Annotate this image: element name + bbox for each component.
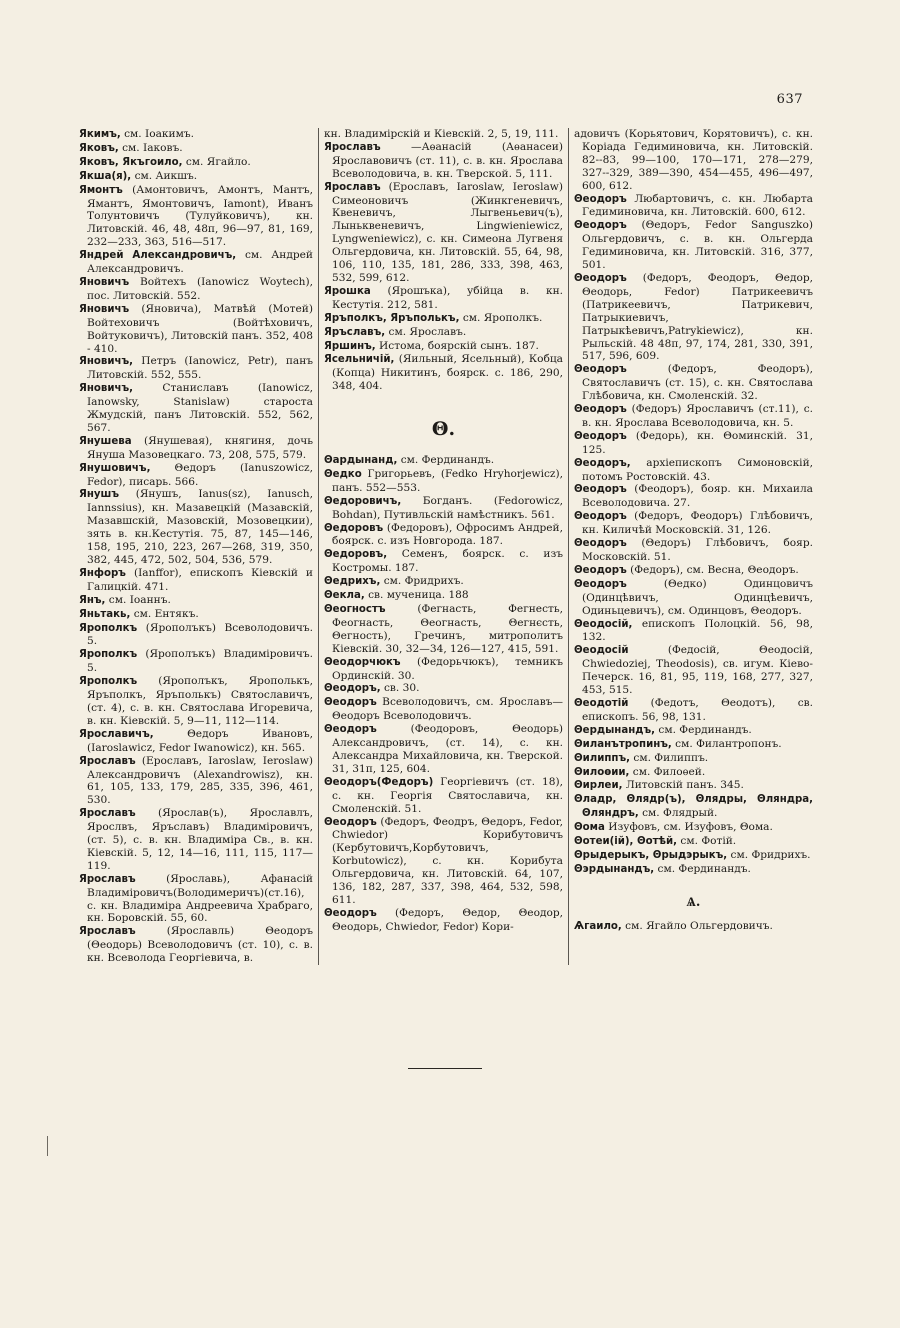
entry-headword: Ярошка [324, 285, 371, 297]
entry-headword: Θеодоръ [574, 430, 627, 442]
index-entry [574, 835, 813, 849]
entry-headword: Θеогностъ [324, 604, 386, 615]
index-entry [324, 522, 563, 549]
entry-text: архіепископъ Симоновскій, потомъ Ростовскій. 43. [582, 456, 814, 483]
page-number: 637 [776, 92, 803, 107]
entry-headword: Ярополкъ [79, 622, 138, 634]
entry-headword: Θеодотій [574, 697, 629, 709]
index-entry [324, 340, 563, 354]
entry-text: (Ярошъка), убійца в. кн. Кестутія. 212, 581. [332, 284, 563, 311]
entry-headword: Θеодоръ [574, 364, 627, 376]
entry-headword: Ярославъ [79, 808, 136, 820]
entry-headword: Θердынандъ, [574, 724, 656, 736]
entry-headword: Θома [574, 822, 605, 834]
entry-headword: Θэрдынандъ, [574, 863, 655, 875]
entry-text: см. Фердинандъ. [658, 723, 752, 736]
index-entry [574, 920, 813, 934]
entry-headword: Якимъ, [79, 129, 121, 140]
entry-headword: Θедко [324, 468, 362, 480]
entry-text: см. Андрей Александровичъ. [87, 249, 313, 276]
entry-headword: Яковъ, Якъгоило, [79, 156, 183, 168]
index-entry [574, 779, 813, 793]
entry-text: Войтехъ (Ianowicz Woytech), пос. Литовскій. 552. [87, 275, 313, 302]
entry-text: (Яновича), Матвѣй (Мотей) Войтеховичъ (Войтѣховичъ, Войтуковичъ), Литовскій панъ. 352, 408 - 410. [87, 302, 313, 355]
index-entry [79, 128, 313, 142]
index-entry [574, 752, 813, 766]
entry-headword: Θилоѳии, [574, 766, 630, 778]
index-entry [79, 435, 313, 462]
index-entry [574, 510, 813, 537]
entry-headword: Θеодорчюкъ [324, 656, 401, 668]
entry-text: Станиславъ (Ianowicz, Ianowsky, Stanislaw) староста Жмудскій, панъ Литовскій. 552, 562, 567. [87, 382, 313, 434]
entry-headword: Θедоровичъ, [324, 495, 402, 507]
index-entry [574, 219, 813, 272]
entry-text: см. Ягайло. [185, 155, 251, 168]
entry-text: Семенъ, боярск. с. изъ Костромы. 187. [332, 548, 563, 575]
index-entry [324, 468, 563, 495]
index-entry [324, 353, 563, 393]
entry-text: (Ярославь), Афанасій Владиміровичъ(Володимеричъ)(ст.16), с. кн. Владиміра Андреевича Храбраго, кн. Боровскій. 55, 60. [87, 872, 313, 925]
index-entry [574, 403, 813, 430]
entry-headword: Θиланътропинъ, [574, 738, 672, 750]
entry-text: (Янушъ, Ianus(sz), Ianusch, Iannssius), кн. Мазавецкій (Мазавскій, Мазавшскій, Мазовскій, Мозовецкии), зять в. кн.Кестутія. 75, 87, 145—146, 158, 195, 210, 223, 267—268, 319, 350, 382, 445, 472, 502, 504, 536, 579. [87, 488, 313, 566]
entry-headword: Ѧгаило, [574, 920, 622, 932]
entry-headword: Яковъ, [79, 142, 119, 154]
entry-text: Истома, боярскій сынъ. 187. [379, 339, 539, 352]
entry-headword: Ямонтъ [79, 184, 123, 196]
entry-text: (Феодоръ), бояр. кн. Михаила Всеволодовича. 27. [582, 483, 813, 510]
index-entry [324, 128, 563, 141]
index-entry [574, 644, 813, 697]
entry-headword: Θеодоръ [574, 484, 627, 496]
entry-text: см. Фридрихъ. [730, 848, 811, 861]
entry-headword: Ярославъ [79, 755, 136, 767]
entry-headword: Ярославъ [79, 926, 136, 938]
entry-text: Литовскій панъ. 345. [625, 779, 744, 792]
index-entry [79, 608, 313, 622]
index-entry [79, 276, 313, 303]
entry-headword: Якша(я), [79, 170, 132, 182]
index-entry [574, 483, 813, 510]
index-entry [574, 564, 813, 578]
entry-headword: Яновичъ [79, 276, 130, 288]
entry-text: (Θедоръ) Глѣбовичъ, бояр. Московскій. 51. [582, 537, 813, 563]
index-entry [574, 618, 813, 645]
index-entry [324, 656, 563, 683]
index-entry [324, 589, 563, 603]
entry-headword: Яновичъ [79, 303, 130, 315]
index-entry [79, 249, 313, 276]
index-entry [79, 488, 313, 566]
index-entry [324, 816, 563, 907]
entry-headword: Ярославъ [324, 181, 381, 193]
entry-text: (Ерославъ, Iaroslaw, Ieroslaw) Александровичъ (Alexandrowisz), кн. 61, 105, 133, 179, 285, 335, 396, 461, 530. [87, 754, 313, 807]
index-entry [574, 537, 813, 564]
entry-text: Любартовичъ, с. кн. Любарта Гедиминовича, кн. Литовскій. 600, 612. [582, 192, 813, 219]
entry-text: см. Ентякъ. [133, 607, 199, 620]
entry-text: см. Ярополкъ. [462, 311, 543, 324]
entry-headword: Θеодоръ [574, 511, 627, 523]
index-entry [79, 170, 313, 184]
index-entry [79, 728, 313, 755]
index-entry [324, 141, 563, 181]
index-entry [324, 181, 563, 285]
index-entry [79, 184, 313, 250]
entry-text: Богданъ. (Fedorowicz, Bohdan), Путивльскій намѣстникъ. 561. [332, 494, 563, 521]
index-entry [324, 696, 563, 723]
index-entry [79, 355, 313, 382]
index-entry [79, 382, 313, 435]
entry-headword: Янушовичъ, [79, 462, 151, 474]
entry-headword: Яньтакь, [79, 608, 131, 620]
entry-text: (Ярополъкъ) Владиміровичъ. 5. [87, 648, 313, 675]
entry-text: (Федоръ, Феодръ, Θедоръ, Fedor, Chwiedor) Корибутовичъ (Кербутовичъ,Корбутовичъ, Korbutowicz), с. кн. Корибута Ольгердовича, кн. Литовскій. 64, 107, 136, 182, 287, 337, 398, 464, 532, 598, 611. [332, 815, 564, 906]
index-entry [324, 723, 563, 776]
entry-headword: Θеодоръ, [574, 457, 631, 469]
index-entry [324, 548, 563, 575]
entry-text: (Яильный, Ясельный), Кобца (Копца) Никитинъ, боярск. с. 186, 290, 348, 404. [332, 353, 563, 393]
entry-text: (Федоръ), см. Весна, Θеодоръ. [630, 563, 799, 576]
entry-text: (Федорь), кн. Θоминскій. 31, 125. [582, 429, 813, 456]
entry-text: см. Фридрихъ. [383, 575, 464, 588]
entry-text: кн. Владимірскій и Кіевскій. 2, 5, 19, 111. [324, 128, 559, 140]
entry-headword: Θеодосій [574, 645, 629, 657]
entry-text: адовичъ (Корьятович, Корятовичъ), с. кн. Коріада Гедиминовича, кн. Литовскій. 82--83, 99—100, 170—171, 278—279, 327--329, 389—390, 454—455, 496—497, 600, 612. [574, 128, 813, 192]
entry-headword: Ярославъ [79, 873, 136, 885]
index-entry [79, 755, 313, 808]
entry-text: (Федосій, Θеодосій, Chwiedoziej, Theodosis), св. игум. Кіево-Печерск. 16, 81, 95, 119, 168, 277, 327, 453, 515. [582, 644, 814, 697]
entry-text: (Федоръ, Θедор, Θеодор, Θеодорь, Chwiedor, Fedor) Кори- [332, 906, 563, 933]
index-entry [79, 807, 313, 873]
index-entry [324, 603, 563, 656]
entry-headword: Θилиппъ, [574, 752, 631, 764]
entry-headword: Θеодоръ(Федоръ) [324, 776, 434, 788]
index-entry [574, 821, 813, 835]
entry-headword: Θедрихъ, [324, 576, 381, 588]
index-entry [79, 462, 313, 489]
entry-headword: Θеодоръ [574, 193, 627, 205]
entry-headword: Яндрей Александровичъ, [79, 250, 237, 262]
entry-text: св. 30. [384, 682, 420, 695]
entry-headword: Яръполкъ, Яръполькъ, [324, 312, 460, 324]
entry-text: (Федоръ, Феодоръ) Глѣбовичъ, кн. Киличѣй Московскій. 31, 126. [582, 510, 813, 537]
entry-text: епископъ Полоцкій. 56, 98, 132. [582, 617, 813, 644]
entry-text: (Федоръ) Ярославичъ (ст.11), с. в. кн. Ярослава Всеволодовича, кн. 5. [582, 403, 813, 429]
entry-headword: Ярославичъ, [79, 728, 154, 740]
index-entry [324, 495, 563, 522]
entry-headword: Ярополкъ [79, 676, 138, 688]
entry-text: Петръ (Ianowicz, Petr), панъ Литовскій. 552, 555. [87, 355, 313, 382]
entry-headword: Θедоровъ, [324, 549, 388, 561]
index-entry [574, 724, 813, 738]
entry-text: (Θедко) Одинцовичъ (Одинцѣвичъ, Одинцѣевичъ, Одиньцевичъ), см. Одинцовъ, Θеодоръ. [582, 577, 813, 617]
index-entry [79, 648, 313, 675]
index-entry [324, 326, 563, 340]
entry-text: (Амонтовичъ, Амонтъ, Мантъ, Ямантъ, Ямонтовичъ, Iamont), Иванъ Толунтовичъ (Тулуйковичъ), кн. Литовскій. 46, 48, 48п, 96—97, 81, 169, 232—233, 363, 516—517. [87, 183, 313, 249]
index-entry [574, 849, 813, 863]
entry-text: (Ярополъкъ) Всеволодовичъ. 5. [87, 621, 313, 648]
entry-text: (Янушевая), княгиня, дочь Януша Мазовецкаго. 73, 208, 575, 579. [87, 434, 314, 461]
entry-text: см. Филоѳей. [632, 765, 706, 778]
entry-text: см. Іоакимъ. [124, 128, 194, 140]
index-entry [324, 285, 563, 312]
entry-headword: Янушева [79, 435, 132, 447]
entry-headword: Яновичъ, [79, 383, 133, 395]
index-entry [79, 303, 313, 356]
column-1 [79, 128, 313, 965]
entry-headword: Θеодоръ [324, 816, 377, 828]
entry-headword: Θеодоръ [574, 538, 627, 550]
entry-text: —Аѳанасій (Аѳанасеи) Ярославовичъ (ст. 11), с. в. кн. Ярослава Всеволодовича, в. кн. Тверской. 5, 111. [332, 140, 563, 180]
index-entry [574, 457, 813, 484]
entry-headword: Яршинъ, [324, 340, 376, 352]
entry-text: Всеволодовичъ, см. Ярославъ—Θеодоръ Всеволодовичъ. [332, 696, 563, 723]
index-entry [79, 675, 313, 728]
index-entry [574, 738, 813, 752]
entry-text: (Ерославъ, Iaroslaw, Ieroslaw) Симеоновичъ (Жинкгеневичъ, Квеневичъ, Лыгвеньевич(ъ), Лыньквеневичъ, Lingwieniewicz, Lyngweniewicz), с. кн. Симеона Лугвеня Ольгердовича, кн. Литовскій. 55, 64, 98, 106, 110, 135, 181, 286, 333, 398, 463, 532, 599, 612. [332, 180, 563, 284]
entry-text: см. Фотій. [680, 835, 737, 848]
entry-text: Изуфовъ, см. Изуфовъ, Θома. [608, 821, 773, 834]
entry-text: (Федоръ, Феодоръ), Святославичъ (ст. 15), с. кн. Святослава Глѣбовича, кн. Смоленскій. 32. [582, 363, 813, 403]
entry-text: см. Филиппъ. [633, 751, 709, 764]
entry-headword: Θеодоръ [574, 220, 627, 232]
entry-text: см. Ярославъ. [388, 325, 467, 338]
index-entry [324, 454, 563, 468]
index-entry [79, 156, 313, 170]
entry-headword: Янфоръ [79, 567, 126, 579]
index-entry [324, 682, 563, 696]
column-2 [318, 128, 563, 965]
entry-text: (Ярославль) Θеодоръ (Θеодорь) Всеволодовичъ (ст. 10), с. в. кн. Всеволода Георгіевича, в. [87, 925, 314, 965]
entry-text: (Федотъ, Θеодотъ), св. епископъ. 56, 98, 131. [582, 696, 813, 723]
entry-headword: Θирлеи, [574, 780, 623, 792]
page-mark [47, 1136, 48, 1156]
index-entry [79, 567, 313, 594]
entry-headword: Янъ, [79, 594, 106, 606]
entry-text: (Феодоровъ, Θеодорь) Александровичъ, (ст. 14), с. кн. Александра Михайловича, кн. Тверской. 31, 31п, 125, 604. [332, 723, 563, 775]
entry-headword: Ясельничій, [324, 354, 395, 366]
end-rule [408, 1068, 482, 1069]
index-entry [324, 312, 563, 326]
entry-text: св. мученица. 188 [368, 589, 469, 602]
entry-text: (Федорьчюкъ), темникъ Ординскій. 30. [332, 655, 563, 682]
entry-headword: Θотеи(ій), Θотѣй, [574, 836, 678, 848]
index-entry [574, 272, 813, 363]
entry-text: см. Филантропонъ. [675, 737, 782, 750]
index-entry [574, 363, 813, 403]
entry-headword: Θекла, [324, 590, 365, 602]
entry-text: см. Іоаннъ. [108, 593, 171, 606]
entry-text: (Ianffor), епископъ Кіевскій и Галицкій. 471. [87, 566, 313, 593]
entry-text: см. Аикшъ. [134, 169, 198, 182]
entry-text: (Федоръ, Феодоръ, Θедор, Θеодорь, Fedor) Патрикеевичъ (Патрикеевичъ, Патрикевич, Патрыкиевичъ, Патрыкѣевичъ,Patrykiewicz), кн. Рыльскій. 48 48п, 97, 174, 281, 330, 391, 517, 596, 609. [582, 271, 813, 363]
entry-headword: Θеодосій, [574, 618, 633, 630]
entry-text: Георгіевичъ (ст. 18), с. кн. Георгія Святославича, кн. Смоленскій. 51. [332, 775, 563, 815]
entry-text: Григорьевъ, (Fedko Hryhorjewicz), панъ. 552—553. [332, 467, 563, 494]
entry-headword: Θеодоръ [574, 404, 627, 416]
entry-text: см. Фердинандъ. [400, 454, 495, 467]
index-columns [79, 128, 814, 965]
entry-text: см. Флядрый. [642, 807, 718, 820]
index-entry [324, 776, 563, 816]
letter-heading: Ѧ. [686, 894, 701, 910]
entry-headword: Θардынанд, [324, 455, 398, 467]
entry-text: см. Фердинандъ. [657, 862, 751, 875]
index-entry [574, 793, 813, 821]
entry-headword: Θеодоръ [324, 724, 377, 736]
entry-headword: Ярополкъ [79, 649, 138, 661]
index-entry [79, 925, 313, 965]
entry-headword: Θеодоръ [574, 272, 627, 284]
index-entry [574, 193, 813, 220]
entry-text: Θедоръ Ивановъ, (Iaroslawicz, Fedor Iwanowicz), кн. 565. [87, 727, 313, 754]
index-entry [324, 575, 563, 589]
entry-headword: Яръславъ, [324, 326, 386, 338]
entry-headword: Θедоровъ [324, 522, 384, 534]
index-entry [79, 622, 313, 649]
index-entry [574, 430, 813, 457]
index-entry [79, 594, 313, 608]
entry-headword: Θрыдерыкъ, Θрыдэрыкъ, [574, 849, 728, 861]
index-entry [574, 697, 813, 724]
entry-text: Θедоръ (Ianuszowicz, Fedor), писарь. 566. [87, 461, 313, 488]
entry-headword: Θладр, Θлядр(ъ), Θлядры, Θляндра, Θляндръ, [574, 794, 813, 820]
entry-text: (Федоровъ), Офросимъ Андрей, боярск. с. изъ Новгорода. 187. [332, 521, 563, 548]
index-entry [574, 128, 813, 193]
entry-headword: Θеодоръ [574, 564, 627, 576]
entry-headword: Янушъ [79, 489, 119, 501]
entry-text: см. Іаковъ. [122, 141, 183, 154]
column-3 [568, 128, 813, 965]
index-entry [574, 863, 813, 877]
letter-heading: Θ. [431, 418, 456, 441]
entry-headword: Θеодоръ [324, 907, 377, 919]
entry-text: (Ярополъкъ, Ярополькъ, Яръполкъ, Яръполькъ) Святославичъ, (ст. 4), с. в. кн. Святослава Игоревича, в. кн. Кіевскій. 5, 9—11, 112—114. [87, 675, 314, 727]
entry-text: (Θедоръ, Fedor Sanguszko) Ольгердовичъ, с. в. кн. Ольгерда Гедиминовича, кн. Литовскій. 316, 377, 501. [582, 219, 813, 272]
entry-text: (Ярослав(ъ), Ярославлъ, Ярослвъ, Яръславъ) Владиміровичъ, (ст. 5), с. в. кн. Владиміра Св., в. кн. Кіевскій. 5, 12, 14—16, 111, 115, 117—119. [87, 807, 313, 872]
entry-headword: Θеодоръ [574, 578, 627, 590]
entry-headword: Θеодоръ [324, 697, 377, 709]
index-entry [79, 142, 313, 156]
entry-headword: Ярославъ [324, 141, 381, 153]
index-entry [324, 907, 563, 934]
entry-text: (Фегнасть, Фегнесть, Феогнасть, Θеогнасть, Θегнєсть, Θегность), Гречинъ, митрополитъ Кіевскій. 30, 32—34, 126—127, 415, 591. [332, 603, 564, 655]
index-entry [79, 873, 313, 926]
entry-headword: Яновичъ, [79, 356, 133, 368]
index-entry [574, 766, 813, 780]
index-entry [574, 578, 813, 618]
entry-text: см. Ягайло Ольгердовичъ. [625, 919, 773, 932]
entry-headword: Θеодоръ, [324, 683, 381, 695]
